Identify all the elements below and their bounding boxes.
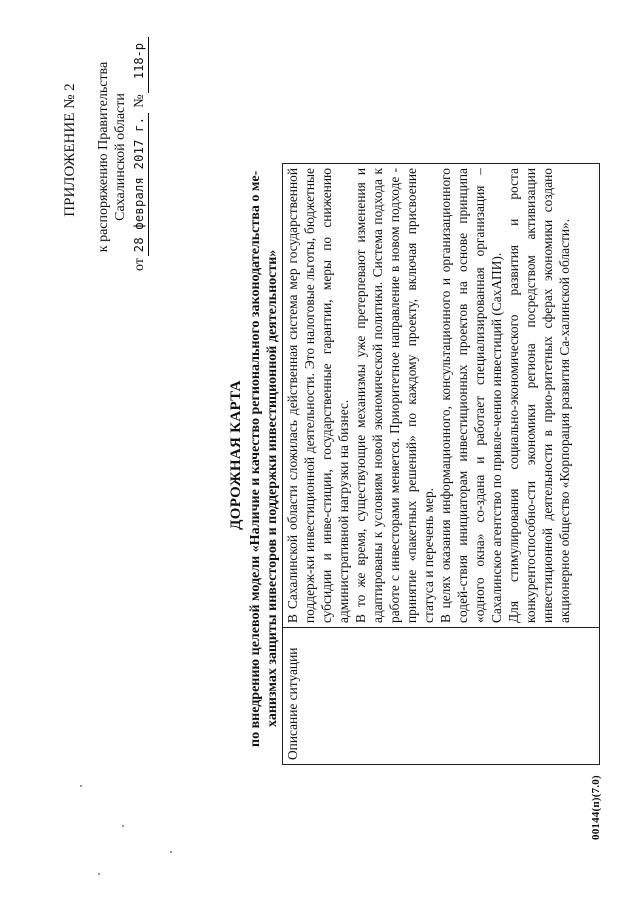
- appendix-title: ПРИЛОЖЕНИЕ № 2: [62, 83, 78, 217]
- appendix-line-1: к распоряжению Правительства: [96, 61, 111, 253]
- scan-speck: [98, 873, 100, 875]
- subtitle-line-2: ханизмах защиты инвесторов и поддержки инвестиционной деятельности»: [265, 249, 280, 727]
- situation-paragraph: В Сахалинской области сложилась действенная система мер государственной поддерж-ки инвестиционной деятельности. Это налоговые льготы, бюджетные субсидии и инве-стиции, государственные гарантии, меры по снижению административной нагрузки на бизнес.: [285, 168, 351, 623]
- table-row: [283, 164, 600, 765]
- date-value: 28 февраля 2017 г.: [131, 113, 149, 256]
- number-value: 118-р: [131, 37, 149, 93]
- appendix-line-2: Сахалинской области: [113, 93, 128, 221]
- situation-label: Описание ситуации: [285, 647, 300, 760]
- scan-speck: [170, 851, 172, 853]
- situation-label-cell: [283, 628, 600, 765]
- appendix-date-row: [131, 37, 149, 271]
- scan-speck: [80, 785, 82, 787]
- date-prefix: от: [132, 258, 147, 271]
- page-subtitle: [247, 137, 281, 747]
- situation-content-cell: [283, 164, 600, 628]
- situation-paragraph: Для стимулирования социально-экономического развития и роста конкурентоспособно-сти экономики региона посредством активизации инвестиционной деятельности в прио-ритетных сферах экономики создано акционерное общество «Корпорация развития Са-халинской области».: [506, 168, 572, 623]
- subtitle-line-1: по внедрению целевой модели «Наличие и качество регионального законодательства о ме-: [248, 170, 263, 747]
- situation-paragraph: В то же время, существующие механизмы уже претерпевают изменения и адаптированы к условиям новой экономической политики. Система подхода к работе с инвесторами меняется. Приоритетное направление в новом подходе - принятие «пакетных решений» по каждому проекту, включая присвоение статуса и перечень мер.: [353, 168, 436, 623]
- page-title: ДОРОЖНАЯ КАРТА: [228, 380, 244, 530]
- scan-speck: [122, 825, 124, 827]
- situation-table: [282, 163, 600, 765]
- situation-paragraph: В целях оказания информационного, консультационного и организационного содей-ствия инициаторам инвестиционных проектов на основе принципа «одного окна» со-здана и работает специализированная организация – Сахалинское агентство по привле-чению инвестиций (СахАПИ).: [438, 168, 504, 623]
- number-prefix: №: [132, 94, 147, 108]
- appendix-block: [62, 37, 149, 277]
- document-code: 00144(п)(7.0): [590, 775, 602, 840]
